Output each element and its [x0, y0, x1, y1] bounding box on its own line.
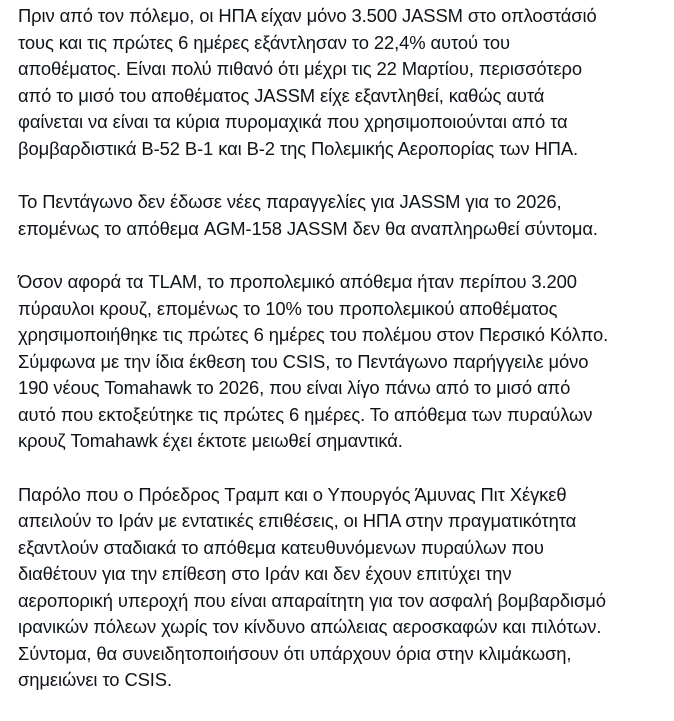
- text-line: αεροπορική υπεροχή που είναι απαραίτητη για τον ασφαλή βομβαρδισμό: [18, 589, 606, 611]
- text-line: σημειώνει το CSIS.: [18, 669, 172, 690]
- text-line: ιρανικών πόλεων χωρίς τον κίνδυνο απώλειας αεροσκαφών και πιλότων.: [18, 616, 602, 637]
- text-line: Το Πεντάγωνο δεν έδωσε νέες παραγγελίες για JASSM για το 2026,: [18, 191, 562, 212]
- text-line: τους και τις πρώτες 6 ημέρες εξάντλησαν το 22,4% αυτού του: [18, 31, 510, 53]
- text-line: από το μισό του αποθέματος JASSM είχε εξαντληθεί, καθώς αυτά: [18, 84, 545, 106]
- text-line: αποθέματος. Είναι πολύ πιθανό ότι μέχρι τις 22 Μαρτίου, περισσότερο: [18, 58, 583, 79]
- paragraph-jassm-stock: [18, 3, 668, 162]
- text-line: Σύμφωνα με την ίδια έκθεση του CSIS, το Πεντάγωνο παρήγγειλε μόνο: [18, 350, 589, 372]
- text-line: χρησιμοποιήθηκε τις πρώτες 6 ημέρες του πολέμου στον Περσικό Κόλπο.: [18, 324, 609, 345]
- text-line: αυτό που εκτοξεύτηκε τις πρώτες 6 ημέρες. Το απόθεμα των πυραύλων: [18, 403, 593, 425]
- text-line: φαίνεται να είναι τα κύρια πυρομαχικά που χρησιμοποιούνται από τα: [18, 111, 568, 132]
- text-line: Όσον αφορά τα TLAM, το προπολεμικό απόθεμα ήταν περίπου 3.200: [18, 271, 577, 292]
- text-line: διαθέτουν για την επίθεση στο Ιράν και δεν έχουν επιτύχει την: [18, 563, 512, 584]
- text-line: εξαντλούν σταδιακά το απόθεμα κατευθυνόμενων πυραύλων που: [18, 536, 544, 558]
- text-line: επομένως το απόθεμα AGM-158 JASSM δεν θα αναπληρωθεί σύντομα.: [18, 217, 598, 239]
- text-line: 190 νέους Tomahawk το 2026, που είναι λίγο πάνω από το μισό από: [18, 377, 571, 398]
- text-line: Παρόλο που ο Πρόεδρος Τραμπ και ο Υπουργός Άμυνας Πιτ Χέγκεθ: [18, 483, 567, 505]
- text-line: κρουζ Tomahawk έχει έκτοτε μειωθεί σημαντικά.: [18, 430, 403, 451]
- paragraph-tlam-stock: [18, 269, 668, 455]
- text-line: απειλούν το Ιράν με εντατικές επιθέσεις, οι ΗΠΑ στην πραγματικότητα: [18, 510, 577, 531]
- paragraph-escalation-limits: [18, 482, 668, 694]
- paragraph-pentagon-orders: [18, 189, 668, 242]
- text-line: βομβαρδιστικά B-52 B-1 και B-2 της Πολεμικής Αεροπορίας των ΗΠΑ.: [18, 137, 579, 159]
- text-line: Σύντομα, θα συνειδητοποιήσουν ότι υπάρχουν όρια στην κλιμάκωση,: [18, 642, 572, 664]
- text-line: Πριν από τον πόλεμο, οι ΗΠΑ είχαν μόνο 3.500 JASSM στο οπλοστάσιό: [18, 5, 597, 26]
- article-body: [18, 3, 668, 721]
- text-line: πύραυλοι κρουζ, επομένως το 10% του προπολεμικού αποθέματος: [18, 297, 558, 319]
